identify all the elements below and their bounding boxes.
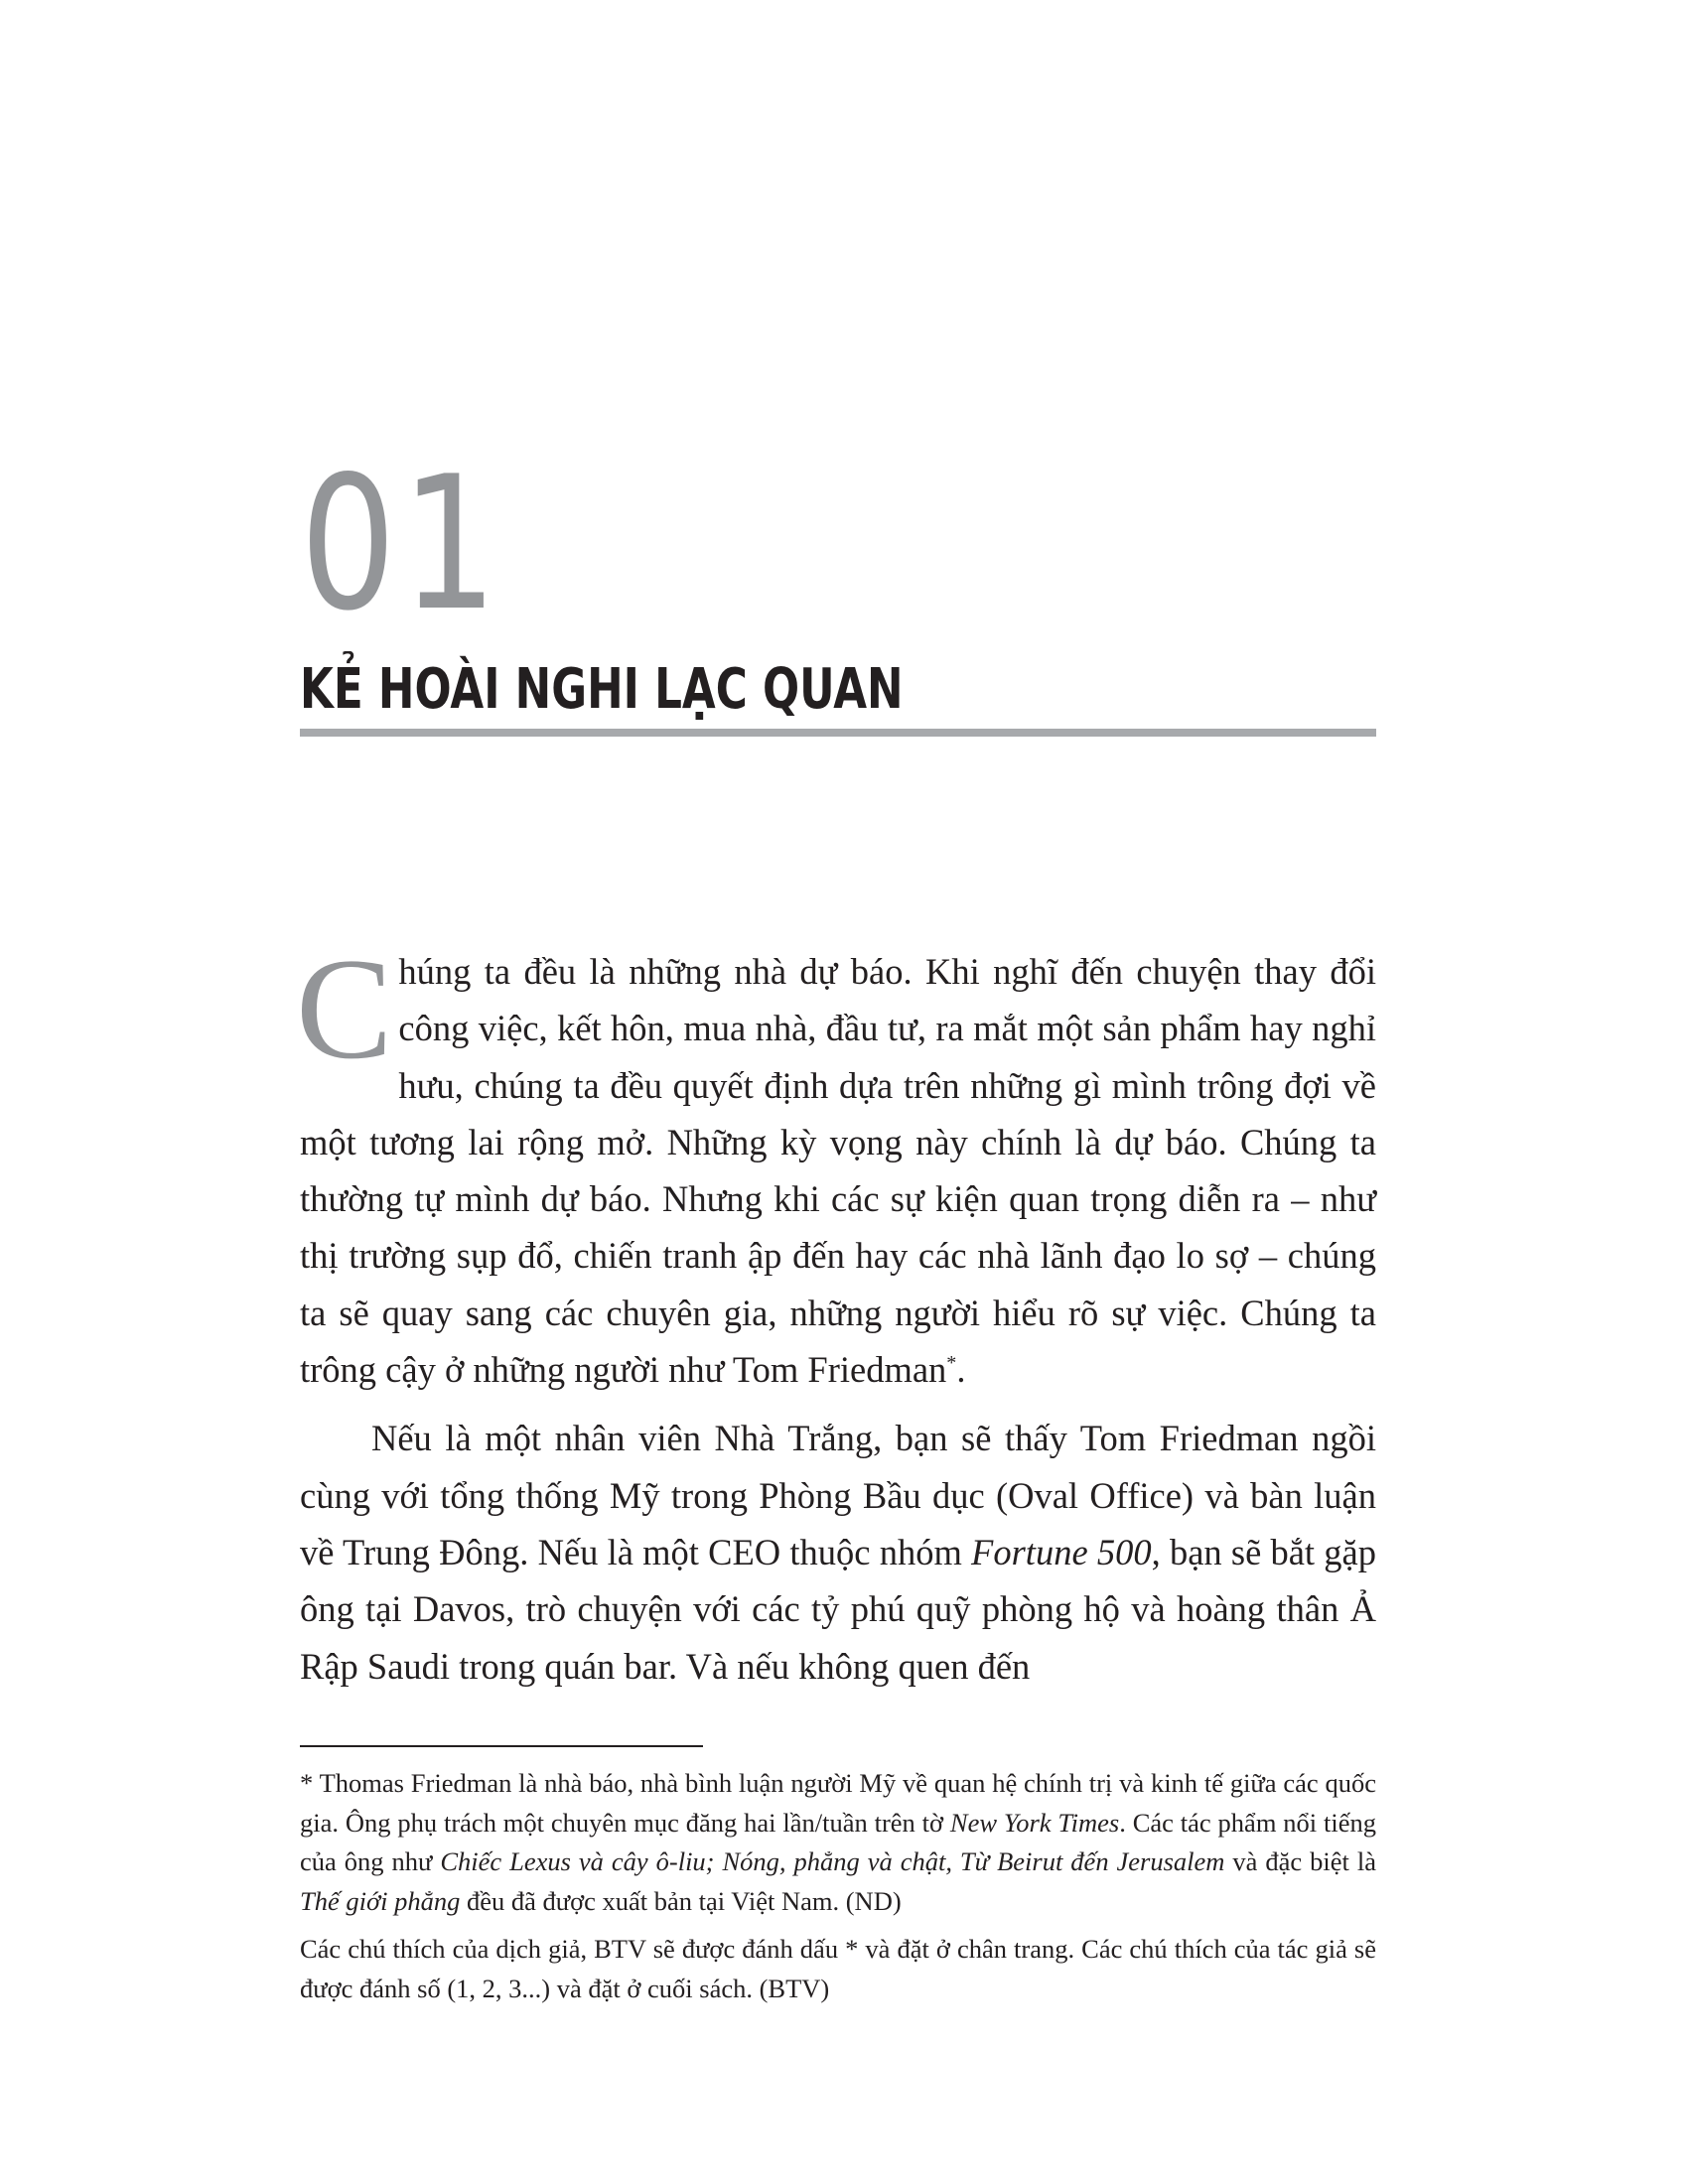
footnotes <box>300 1764 1376 2009</box>
body-text <box>296 928 1376 1695</box>
fortune-500-italic: Fortune 500 <box>971 1531 1152 1572</box>
paragraph-1-text: húng ta đều là những nhà dự báo. Khi nghĩ đến chuyện thay đổi công việc, kết hôn, mua nhà, đầu tư, ra mắt một sản phẩm hay nghỉ hưu, chúng ta đều quyết định dựa trên những gì mình trông đợi về một tương lai rộng mở. Những kỳ vọng này chính là dự báo. Chúng ta thường tự mình dự báo. Nhưng khi các sự kiện quan trọng diễn ra – như thị trường sụp đổ, chiến tranh ập đến hay các nhà lãnh đạo lo sợ – chúng ta sẽ quay sang các chuyên gia, những người hiểu rõ sự việc. Chúng ta trông cậy ở những người như Tom Friedman <box>300 951 1376 1391</box>
footnote-1-flat-world: Thế giới phẳng <box>300 1885 461 1916</box>
paragraph-2 <box>300 1410 1376 1694</box>
footnote-1-c: và đặc biệt là <box>1224 1846 1376 1877</box>
footnote-separator <box>300 1745 703 1747</box>
footnote-translator <box>300 1764 1376 1921</box>
footnote-1-b: . Các tác phẩm nổi tiếng của ông như <box>300 1807 1377 1877</box>
footnote-1-books: Chiếc Lexus và cây ô-liu; Nóng, phẳng và chật, Từ Beirut đến Jerusalem <box>440 1846 1225 1877</box>
footnote-1-a: * Thomas Friedman là nhà báo, nhà bình luận người Mỹ về quan hệ chính trị và kinh tế giữa các quốc gia. Ông phụ trách một chuyên mục đăng hai lần/tuần trên tờ <box>300 1768 1376 1838</box>
footnote-1-nyt: New York Times <box>949 1807 1120 1838</box>
footnote-1-d: đều đã được xuất bản tại Việt Nam. (ND) <box>460 1885 902 1916</box>
chapter-number: 01 <box>300 436 502 651</box>
title-underline <box>300 729 1376 737</box>
paragraph-1 <box>296 928 1376 1398</box>
drop-cap: C <box>296 928 393 1089</box>
chapter-title: KẺ HOÀI NGHI LẠC QUAN <box>300 657 904 722</box>
paragraph-2-text-a: Nếu là một nhân viên Nhà Trắng, bạn sẽ thấy Tom Friedman ngồi cùng với tổng thống Mỹ trong Phòng Bầu dục (Oval Office) và bàn luận về Trung Đông. Nếu là một CEO thuộc nhóm <box>300 1418 1376 1572</box>
paragraph-1-end: . <box>956 1349 966 1391</box>
footnote-marker: * <box>946 1351 957 1374</box>
paragraph-2-text-b: , bạn sẽ bắt gặp ông tại Davos, trò chuyện với các tỷ phú quỹ phòng hộ và hoàng thân Ả Rập Saudi trong quán bar. Và nếu không quen đến <box>300 1531 1376 1687</box>
footnote-editor-note: Các chú thích của dịch giả, BTV sẽ được đánh dấu * và đặt ở chân trang. Các chú thích của tác giả sẽ được đánh số (1, 2, 3...) và đặt ở cuối sách. (BTV) <box>300 1934 1376 2003</box>
